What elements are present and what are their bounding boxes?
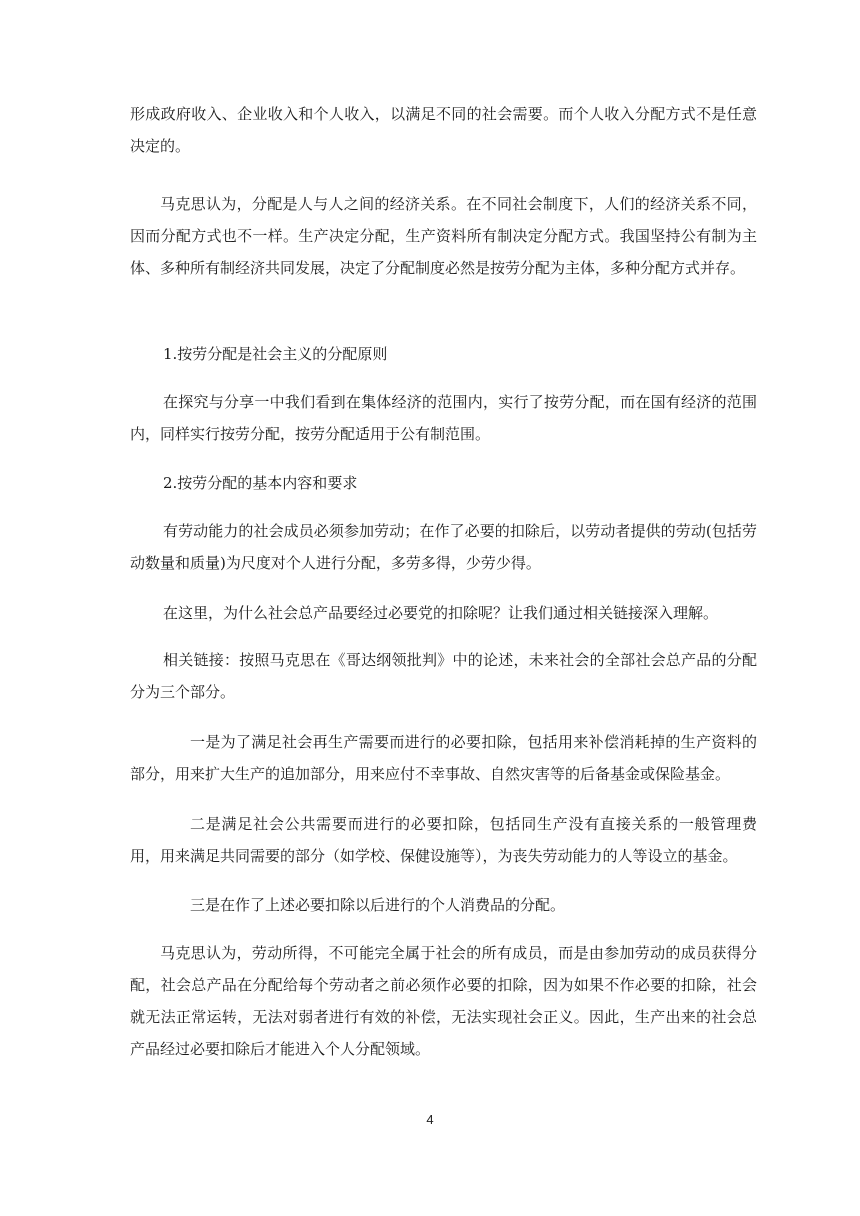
paragraph-part-three: 三是在作了上述必要扣除以后进行的个人消费品的分配。 <box>190 896 566 914</box>
paragraph-related-link: 相关链接：按照马克思在《哥达纲领批判》中的论述，未来社会的全部社会总产品的分配分为三个部分。 <box>130 651 757 701</box>
page-number: 4 <box>426 1112 434 1127</box>
paragraph-part-two: 二是满足社会公共需要而进行的必要扣除，包括同生产没有直接关系的一般管理费用，用来满足共同需要的部分（如学校、保健设施等），为丧失劳动能力的人等设立的基金。 <box>130 815 757 865</box>
heading-section-2: 2.按劳分配的基本内容和要求 <box>163 474 358 492</box>
paragraph-conclusion: 马克思认为，劳动所得，不可能完全属于社会的所有成员，而是由参加劳动的成员获得分配，社会总产品在分配给每个劳动者之前必须作必要的扣除，因为如果不作必要的扣除，社会就无法正常运转，无法对弱者进行有效的补偿，无法实现社会正义。因此，生产出来的社会总产品经过必要扣除后才能进入个人分配领域。 <box>130 944 757 1058</box>
paragraph-public-ownership: 在探究与分享一中我们看到在集体经济的范围内，实行了按劳分配，而在国有经济的范围内，同样实行按劳分配，按劳分配适用于公有制范围。 <box>130 393 757 443</box>
paragraph-basic-content: 有劳动能力的社会成员必须参加劳动；在作了必要的扣除后，以劳动者提供的劳动(包括劳动数量和质量)为尺度对个人进行分配，多劳多得，少劳少得。 <box>130 522 757 572</box>
paragraph-part-one: 一是为了满足社会再生产需要而进行的必要扣除，包括用来补偿消耗掉的生产资料的部分，用来扩大生产的追加部分，用来应付不幸事故、自然灾害等的后备基金或保险基金。 <box>130 733 757 783</box>
paragraph-marx-distribution: 马克思认为，分配是人与人之间的经济关系。在不同社会制度下，人们的经济关系不同，因而分配方式也不一样。生产决定分配，生产资料所有制决定分配方式。我国坚持公有制为主体、多种所有制经济共同发展，决定了分配制度必然是按劳分配为主体，多种分配方式并存。 <box>130 195 757 277</box>
heading-section-1: 1.按劳分配是社会主义的分配原则 <box>163 345 388 363</box>
paragraph-continuation: 形成政府收入、企业收入和个人收入，以满足不同的社会需要。而个人收入分配方式不是任意决定的。 <box>130 105 757 155</box>
paragraph-question: 在这里，为什么社会总产品要经过必要党的扣除呢？让我们通过相关链接深入理解。 <box>163 604 719 622</box>
